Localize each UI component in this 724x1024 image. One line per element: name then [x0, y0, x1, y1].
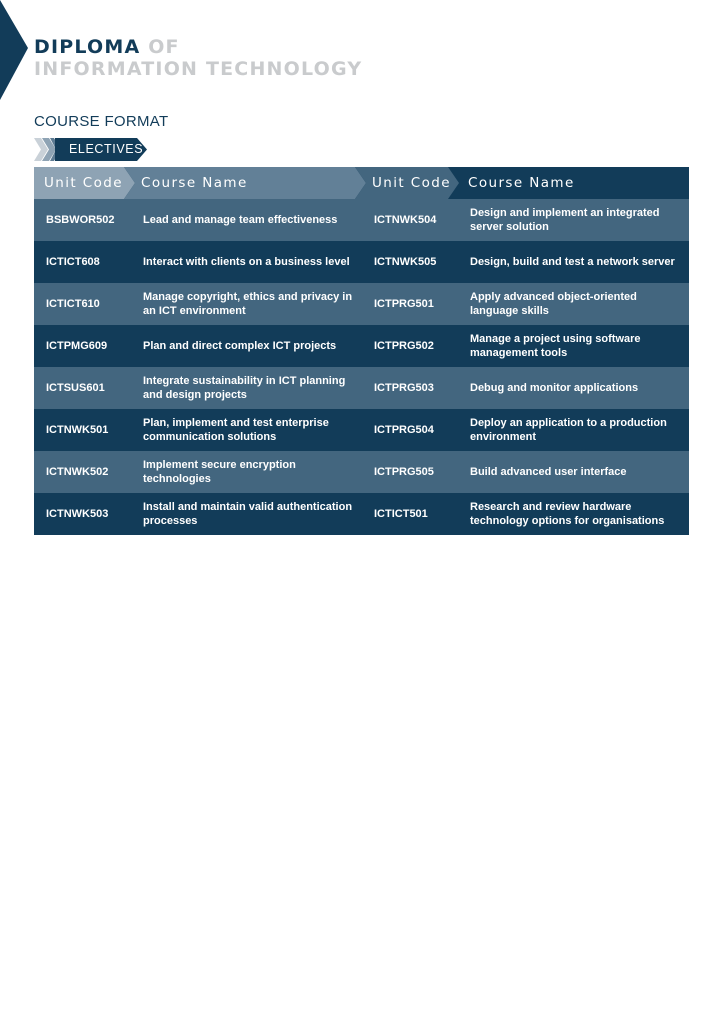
unit-code-cell: ICTNWK504: [374, 213, 437, 226]
course-name-cell: Manage a project using software management tools: [470, 332, 641, 359]
course-name-cell: Install and maintain valid authentication processes: [143, 500, 353, 527]
header-course-name-1: Course Name: [141, 175, 248, 191]
header-unit-code-1: Unit Code: [44, 175, 123, 191]
unit-code-cell: ICTNWK503: [46, 507, 109, 520]
course-name-cell: Design, build and test a network server: [470, 255, 675, 268]
unit-code-cell: ICTICT610: [46, 297, 100, 310]
unit-code-cell: ICTSUS601: [46, 381, 105, 394]
course-name-cell: Research and review hardware technology options for organisations: [470, 500, 665, 527]
course-name-cell: Interact with clients on a business level: [143, 255, 350, 268]
course-name-cell: Manage copyright, ethics and privacy in an ICT environment: [143, 290, 353, 317]
course-name-cell: Apply advanced object-oriented language skills: [470, 290, 637, 317]
unit-code-cell: ICTPRG502: [374, 339, 434, 352]
unit-code-cell: ICTPRG503: [374, 381, 434, 394]
title-information-technology: INFORMATION TECHNOLOGY: [34, 58, 363, 80]
course-name-cell: Debug and monitor applications: [470, 381, 639, 394]
course-name-cell: Design and implement an integrated server solution: [470, 206, 660, 233]
course-name-cell: Deploy an application to a production environment: [470, 416, 667, 443]
table-row: [34, 493, 689, 535]
section-heading: COURSE FORMAT: [34, 113, 169, 130]
electives-tab: [55, 138, 147, 161]
course-name-cell: Plan, implement and test enterprise communication solutions: [143, 416, 329, 443]
course-name-cell: Integrate sustainability in ICT planning and design projects: [143, 374, 346, 401]
header-course-name-2: Course Name: [468, 175, 575, 191]
table-row: [34, 199, 689, 241]
table-row: [34, 241, 689, 283]
table-row: [34, 409, 689, 451]
unit-code-cell: ICTNWK502: [46, 465, 109, 478]
table-row: [34, 367, 689, 409]
electives-label: ELECTIVES: [69, 142, 144, 156]
unit-code-cell: ICTPRG505: [374, 465, 434, 478]
electives-table: [34, 167, 689, 535]
unit-code-cell: ICTICT608: [46, 255, 100, 268]
course-name-cell: Build advanced user interface: [470, 465, 627, 478]
title-diploma: DIPLOMA: [34, 36, 141, 58]
course-name-cell: Implement secure encryption technologies: [143, 458, 296, 485]
unit-code-cell: ICTNWK505: [374, 255, 437, 268]
table-row: [34, 283, 689, 325]
unit-code-cell: BSBWOR502: [46, 213, 115, 226]
unit-code-cell: ICTICT501: [374, 507, 428, 520]
unit-code-cell: ICTNWK501: [46, 423, 109, 436]
unit-code-cell: ICTPMG609: [46, 339, 108, 352]
title-of: OF: [140, 36, 180, 58]
unit-code-cell: ICTPRG504: [374, 423, 434, 436]
header-unit-code-2: Unit Code: [372, 175, 451, 191]
table-header: [34, 167, 689, 199]
table-row: [34, 451, 689, 493]
course-name-cell: Lead and manage team effectiveness: [143, 213, 338, 226]
document-title: [34, 36, 362, 80]
course-name-cell: Plan and direct complex ICT projects: [143, 339, 337, 352]
unit-code-cell: ICTPRG501: [374, 297, 434, 310]
table-row: [34, 325, 689, 367]
